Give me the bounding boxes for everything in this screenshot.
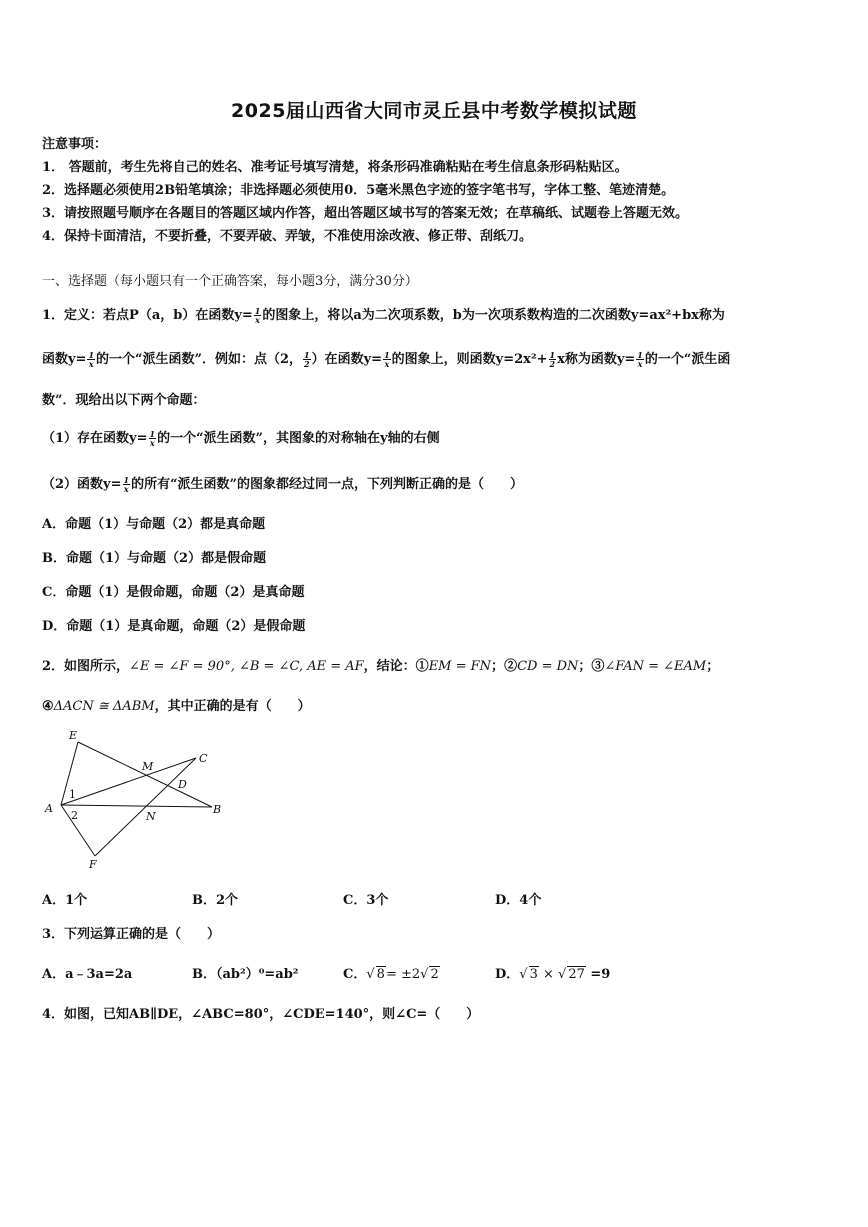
label-a: A: [45, 802, 53, 815]
fraction-1-over-2: $\frac{1}{2}$: [549, 350, 556, 369]
fraction-1-over-x: $\frac{1}{x}$: [384, 350, 390, 369]
page-title: 2025届山西省大同市灵丘县中考数学模拟试题: [231, 100, 637, 122]
segment-eb: [78, 742, 212, 807]
segment-af: [61, 805, 95, 856]
fraction-1-over-x: $\frac{1}{x}$: [149, 429, 156, 448]
q1-option-c[interactable]: C．命题（1）是假命题，命题（2）是真命题: [42, 585, 305, 600]
q3-option-b[interactable]: B．（ab²）⁰=ab²: [192, 967, 299, 982]
label-m: M: [142, 760, 154, 773]
q3-stem: 3．下列运算正确的是（ ）: [42, 927, 221, 942]
q2-line-1: 2．如图所示，∠E = ∠F = 90°, ∠B = ∠C, AE = AF，结论：①EM = FN；②CD = DN；③∠FAN = ∠EAM；: [42, 659, 720, 674]
fraction-1-over-x: $\frac{1}{x}$: [254, 306, 261, 325]
q1-line-1: 1．定义：若点P（a，b）在函数y= $\frac{1}{x}$ 的图象上，将以a为二次项系数，b为一次项系数构造的二次函数y=ax²+bx称为: [42, 306, 725, 325]
segment-ac: [61, 758, 196, 805]
label-e: E: [69, 729, 78, 742]
note-item-1: 1． 答题前，考生先将自己的姓名、准考证号填写清楚，将条形码准确粘贴在考生信息条形码粘贴区。: [42, 160, 628, 175]
note-item-2: 2．选择题必须使用2B铅笔填涂；非选择题必须使用0．5毫米黑色字迹的签字笔书写，字体工整、笔迹清楚。: [42, 183, 675, 198]
note-item-4: 4．保持卡面清洁，不要折叠，不要弄破、弄皱，不准使用涂改液、修正带、刮纸刀。: [42, 229, 533, 244]
fraction-1-over-x: $\frac{1}{x}$: [123, 475, 130, 494]
q1-option-b[interactable]: B．命题（1）与命题（2）都是假命题: [42, 551, 267, 566]
fraction-1-over-x: $\frac{1}{x}$: [88, 350, 95, 369]
q4-stem: 4．如图，已知AB∥DE，∠ABC=80°，∠CDE=140°，则∠C=（ ）: [42, 1007, 480, 1022]
q1-proposition-2: （2）函数y= $\frac{1}{x}$ 的所有“派生函数”的图象都经过同一点，下列判断正确的是（ ）: [42, 475, 524, 494]
fraction-1-over-x: $\frac{1}{x}$: [637, 350, 643, 369]
q2-line-2: ④ΔACN ≅ ΔABM，其中正确的是有（ ）: [42, 699, 311, 714]
label-angle-2: 2: [71, 809, 78, 822]
q1-option-d[interactable]: D．命题（1）是真命题，命题（2）是假命题: [42, 619, 306, 634]
q1-option-a[interactable]: A．命题（1）与命题（2）都是真命题: [42, 517, 266, 532]
q2-option-c[interactable]: C．3个: [343, 893, 389, 908]
note-item-3: 3．请按照题号顺序在各题目的答题区域内作答，超出答题区域书写的答案无效；在草稿纸、试题卷上答题无效。: [42, 206, 689, 221]
q3-option-c[interactable]: C．√ 8= ±2√ 2: [343, 967, 439, 982]
fraction-1-over-2: $\frac{1}{2}$: [304, 350, 310, 369]
notes-heading: 注意事项：: [42, 137, 108, 152]
q3-option-d[interactable]: D．√ 3 × √ 27 =9: [495, 967, 611, 982]
label-f: F: [89, 858, 97, 871]
label-c: C: [199, 752, 208, 765]
q1-line-2: 函数y= $\frac{1}{x}$ 的一个“派生函数”．例如：点（2， $\frac{1}{2}$ ）在函数y= $\frac{1}{x}$ 的图象上，则函数y=2x²+ $\frac{1}{2}$ x称为函数y= $\frac{1}{x}$ 的一个“派生函: [42, 350, 731, 369]
label-n: N: [146, 810, 156, 823]
q3-option-a[interactable]: A．a﹣3a=2a: [42, 967, 133, 982]
label-angle-1: 1: [69, 788, 76, 801]
q1-proposition-1: （1）存在函数y= $\frac{1}{x}$ 的一个“派生函数”，其图象的对称轴在y轴的右侧: [42, 429, 440, 448]
label-b: B: [213, 803, 222, 816]
section-heading: 一、选择题（每小题只有一个正确答案，每小题3分，满分30分）: [42, 274, 418, 289]
label-d: D: [178, 778, 187, 791]
q1-line-3: 数”．现给出以下两个命题：: [42, 393, 206, 408]
q2-option-d[interactable]: D．4个: [495, 893, 542, 908]
q2-option-a[interactable]: A．1个: [42, 893, 88, 908]
q2-option-b[interactable]: B．2个: [192, 893, 239, 908]
triangle-figure: [42, 728, 232, 873]
segment-ab: [61, 805, 212, 807]
